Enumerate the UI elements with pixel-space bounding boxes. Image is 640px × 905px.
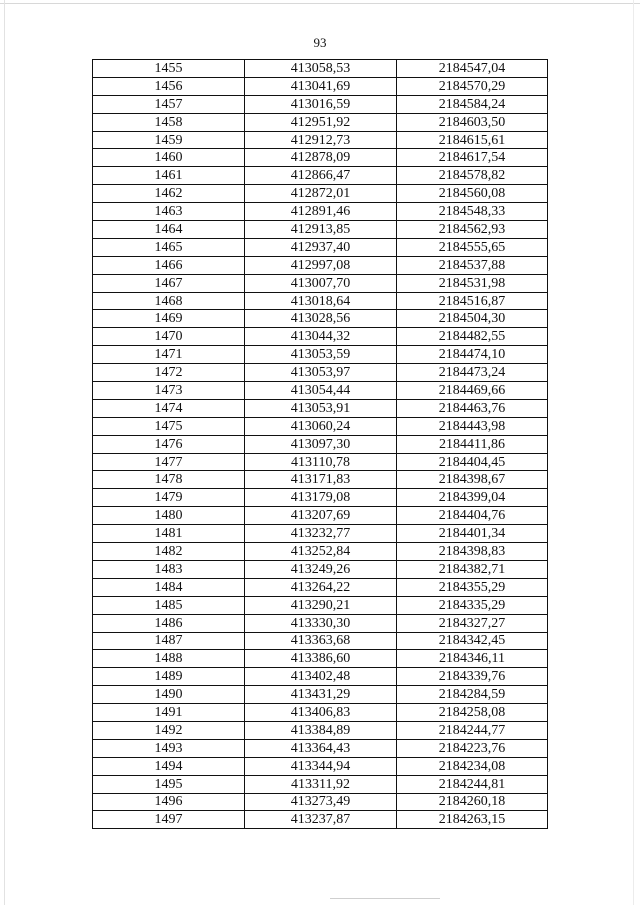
point-number-cell: 1482 xyxy=(93,543,245,561)
point-number-cell: 1494 xyxy=(93,757,245,775)
y-coordinate-cell: 2184584,24 xyxy=(397,95,548,113)
point-number-cell: 1483 xyxy=(93,560,245,578)
x-coordinate-cell: 413016,59 xyxy=(245,95,397,113)
table-row xyxy=(93,668,548,686)
y-coordinate-cell: 2184258,08 xyxy=(397,704,548,722)
x-coordinate-cell: 413290,21 xyxy=(245,596,397,614)
y-coordinate-cell: 2184537,88 xyxy=(397,256,548,274)
x-coordinate-cell: 413054,44 xyxy=(245,382,397,400)
table-row xyxy=(93,328,548,346)
point-number-cell: 1490 xyxy=(93,686,245,704)
y-coordinate-cell: 2184339,76 xyxy=(397,668,548,686)
table-row xyxy=(93,650,548,668)
x-coordinate-cell: 413028,56 xyxy=(245,310,397,328)
y-coordinate-cell: 2184578,82 xyxy=(397,167,548,185)
table-row xyxy=(93,364,548,382)
table-row xyxy=(93,292,548,310)
point-number-cell: 1464 xyxy=(93,221,245,239)
point-number-cell: 1462 xyxy=(93,185,245,203)
y-coordinate-cell: 2184234,08 xyxy=(397,757,548,775)
table-row xyxy=(93,238,548,256)
y-coordinate-cell: 2184443,98 xyxy=(397,417,548,435)
coordinates-table xyxy=(92,59,548,829)
x-coordinate-cell: 413060,24 xyxy=(245,417,397,435)
point-number-cell: 1476 xyxy=(93,435,245,453)
point-number-cell: 1491 xyxy=(93,704,245,722)
table-row xyxy=(93,543,548,561)
table-row xyxy=(93,60,548,78)
point-number-cell: 1472 xyxy=(93,364,245,382)
table-row xyxy=(93,525,548,543)
y-coordinate-cell: 2184474,10 xyxy=(397,346,548,364)
point-number-cell: 1475 xyxy=(93,417,245,435)
point-number-cell: 1481 xyxy=(93,525,245,543)
x-coordinate-cell: 413273,49 xyxy=(245,793,397,811)
table-row xyxy=(93,113,548,131)
point-number-cell: 1459 xyxy=(93,131,245,149)
y-coordinate-cell: 2184617,54 xyxy=(397,149,548,167)
point-number-cell: 1477 xyxy=(93,453,245,471)
x-coordinate-cell: 413330,30 xyxy=(245,614,397,632)
point-number-cell: 1486 xyxy=(93,614,245,632)
x-coordinate-cell: 413431,29 xyxy=(245,686,397,704)
y-coordinate-cell: 2184504,30 xyxy=(397,310,548,328)
y-coordinate-cell: 2184562,93 xyxy=(397,221,548,239)
x-coordinate-cell: 413384,89 xyxy=(245,721,397,739)
y-coordinate-cell: 2184223,76 xyxy=(397,739,548,757)
x-coordinate-cell: 413097,30 xyxy=(245,435,397,453)
table-row xyxy=(93,382,548,400)
x-coordinate-cell: 413311,92 xyxy=(245,775,397,793)
x-coordinate-cell: 412878,09 xyxy=(245,149,397,167)
y-coordinate-cell: 2184482,55 xyxy=(397,328,548,346)
table-row xyxy=(93,596,548,614)
x-coordinate-cell: 413252,84 xyxy=(245,543,397,561)
point-number-cell: 1480 xyxy=(93,507,245,525)
y-coordinate-cell: 2184469,66 xyxy=(397,382,548,400)
table-row xyxy=(93,757,548,775)
y-coordinate-cell: 2184284,59 xyxy=(397,686,548,704)
y-coordinate-cell: 2184603,50 xyxy=(397,113,548,131)
x-coordinate-cell: 413007,70 xyxy=(245,274,397,292)
table-row xyxy=(93,310,548,328)
x-coordinate-cell: 413237,87 xyxy=(245,811,397,829)
y-coordinate-cell: 2184398,83 xyxy=(397,543,548,561)
table-row xyxy=(93,203,548,221)
page-number: 93 xyxy=(313,35,327,50)
x-coordinate-cell: 412937,40 xyxy=(245,238,397,256)
table-row xyxy=(93,185,548,203)
point-number-cell: 1497 xyxy=(93,811,245,829)
x-coordinate-cell: 413402,48 xyxy=(245,668,397,686)
x-coordinate-cell: 413264,22 xyxy=(245,578,397,596)
y-coordinate-cell: 2184411,86 xyxy=(397,435,548,453)
table-row xyxy=(93,614,548,632)
point-number-cell: 1484 xyxy=(93,578,245,596)
point-number-cell: 1467 xyxy=(93,274,245,292)
x-coordinate-cell: 412866,47 xyxy=(245,167,397,185)
y-coordinate-cell: 2184260,18 xyxy=(397,793,548,811)
x-coordinate-cell: 412912,73 xyxy=(245,131,397,149)
point-number-cell: 1460 xyxy=(93,149,245,167)
point-number-cell: 1487 xyxy=(93,632,245,650)
table-row xyxy=(93,149,548,167)
x-coordinate-cell: 413232,77 xyxy=(245,525,397,543)
point-number-cell: 1463 xyxy=(93,203,245,221)
table-row xyxy=(93,507,548,525)
y-coordinate-cell: 2184244,77 xyxy=(397,721,548,739)
point-number-cell: 1495 xyxy=(93,775,245,793)
table-row xyxy=(93,686,548,704)
scan-left-edge xyxy=(4,0,5,905)
x-coordinate-cell: 413041,69 xyxy=(245,77,397,95)
point-number-cell: 1479 xyxy=(93,489,245,507)
y-coordinate-cell: 2184547,04 xyxy=(397,60,548,78)
point-number-cell: 1466 xyxy=(93,256,245,274)
x-coordinate-cell: 413044,32 xyxy=(245,328,397,346)
point-number-cell: 1465 xyxy=(93,238,245,256)
table-row xyxy=(93,221,548,239)
table-row xyxy=(93,77,548,95)
x-coordinate-cell: 413179,08 xyxy=(245,489,397,507)
table-row xyxy=(93,399,548,417)
y-coordinate-cell: 2184463,76 xyxy=(397,399,548,417)
x-coordinate-cell: 413344,94 xyxy=(245,757,397,775)
table-row xyxy=(93,721,548,739)
x-coordinate-cell: 413207,69 xyxy=(245,507,397,525)
table-row xyxy=(93,346,548,364)
table-row xyxy=(93,274,548,292)
y-coordinate-cell: 2184615,61 xyxy=(397,131,548,149)
point-number-cell: 1468 xyxy=(93,292,245,310)
table-row xyxy=(93,704,548,722)
y-coordinate-cell: 2184399,04 xyxy=(397,489,548,507)
point-number-cell: 1471 xyxy=(93,346,245,364)
x-coordinate-cell: 413386,60 xyxy=(245,650,397,668)
table-row xyxy=(93,811,548,829)
x-coordinate-cell: 413364,43 xyxy=(245,739,397,757)
point-number-cell: 1492 xyxy=(93,721,245,739)
table-row xyxy=(93,793,548,811)
table-row xyxy=(93,560,548,578)
y-coordinate-cell: 2184342,45 xyxy=(397,632,548,650)
x-coordinate-cell: 413053,97 xyxy=(245,364,397,382)
table-row xyxy=(93,489,548,507)
x-coordinate-cell: 412872,01 xyxy=(245,185,397,203)
table-row xyxy=(93,453,548,471)
point-number-cell: 1456 xyxy=(93,77,245,95)
point-number-cell: 1478 xyxy=(93,471,245,489)
table-row xyxy=(93,95,548,113)
table-row xyxy=(93,131,548,149)
table-row xyxy=(93,417,548,435)
point-number-cell: 1473 xyxy=(93,382,245,400)
x-coordinate-cell: 412913,85 xyxy=(245,221,397,239)
x-coordinate-cell: 413058,53 xyxy=(245,60,397,78)
point-number-cell: 1469 xyxy=(93,310,245,328)
y-coordinate-cell: 2184327,27 xyxy=(397,614,548,632)
point-number-cell: 1485 xyxy=(93,596,245,614)
coordinates-table-body xyxy=(93,60,548,829)
table-row xyxy=(93,471,548,489)
x-coordinate-cell: 413110,78 xyxy=(245,453,397,471)
y-coordinate-cell: 2184355,29 xyxy=(397,578,548,596)
x-coordinate-cell: 412951,92 xyxy=(245,113,397,131)
point-number-cell: 1488 xyxy=(93,650,245,668)
y-coordinate-cell: 2184401,34 xyxy=(397,525,548,543)
y-coordinate-cell: 2184335,29 xyxy=(397,596,548,614)
y-coordinate-cell: 2184570,29 xyxy=(397,77,548,95)
y-coordinate-cell: 2184244,81 xyxy=(397,775,548,793)
x-coordinate-cell: 413018,64 xyxy=(245,292,397,310)
y-coordinate-cell: 2184382,71 xyxy=(397,560,548,578)
table-row xyxy=(93,167,548,185)
table-row xyxy=(93,435,548,453)
y-coordinate-cell: 2184404,45 xyxy=(397,453,548,471)
y-coordinate-cell: 2184398,67 xyxy=(397,471,548,489)
table-row xyxy=(93,632,548,650)
point-number-cell: 1470 xyxy=(93,328,245,346)
y-coordinate-cell: 2184531,98 xyxy=(397,274,548,292)
x-coordinate-cell: 413171,83 xyxy=(245,471,397,489)
scan-bottom-mark xyxy=(330,898,440,899)
x-coordinate-cell: 413053,59 xyxy=(245,346,397,364)
table-row xyxy=(93,256,548,274)
x-coordinate-cell: 412997,08 xyxy=(245,256,397,274)
y-coordinate-cell: 2184548,33 xyxy=(397,203,548,221)
point-number-cell: 1457 xyxy=(93,95,245,113)
point-number-cell: 1496 xyxy=(93,793,245,811)
x-coordinate-cell: 413406,83 xyxy=(245,704,397,722)
point-number-cell: 1458 xyxy=(93,113,245,131)
x-coordinate-cell: 413053,91 xyxy=(245,399,397,417)
point-number-cell: 1474 xyxy=(93,399,245,417)
y-coordinate-cell: 2184263,15 xyxy=(397,811,548,829)
scan-top-edge xyxy=(0,3,640,4)
y-coordinate-cell: 2184516,87 xyxy=(397,292,548,310)
scan-right-edge xyxy=(633,0,634,905)
x-coordinate-cell: 413363,68 xyxy=(245,632,397,650)
y-coordinate-cell: 2184555,65 xyxy=(397,238,548,256)
x-coordinate-cell: 412891,46 xyxy=(245,203,397,221)
y-coordinate-cell: 2184404,76 xyxy=(397,507,548,525)
point-number-cell: 1455 xyxy=(93,60,245,78)
x-coordinate-cell: 413249,26 xyxy=(245,560,397,578)
table-row xyxy=(93,578,548,596)
y-coordinate-cell: 2184473,24 xyxy=(397,364,548,382)
point-number-cell: 1493 xyxy=(93,739,245,757)
point-number-cell: 1461 xyxy=(93,167,245,185)
point-number-cell: 1489 xyxy=(93,668,245,686)
y-coordinate-cell: 2184346,11 xyxy=(397,650,548,668)
table-row xyxy=(93,739,548,757)
y-coordinate-cell: 2184560,08 xyxy=(397,185,548,203)
table-row xyxy=(93,775,548,793)
